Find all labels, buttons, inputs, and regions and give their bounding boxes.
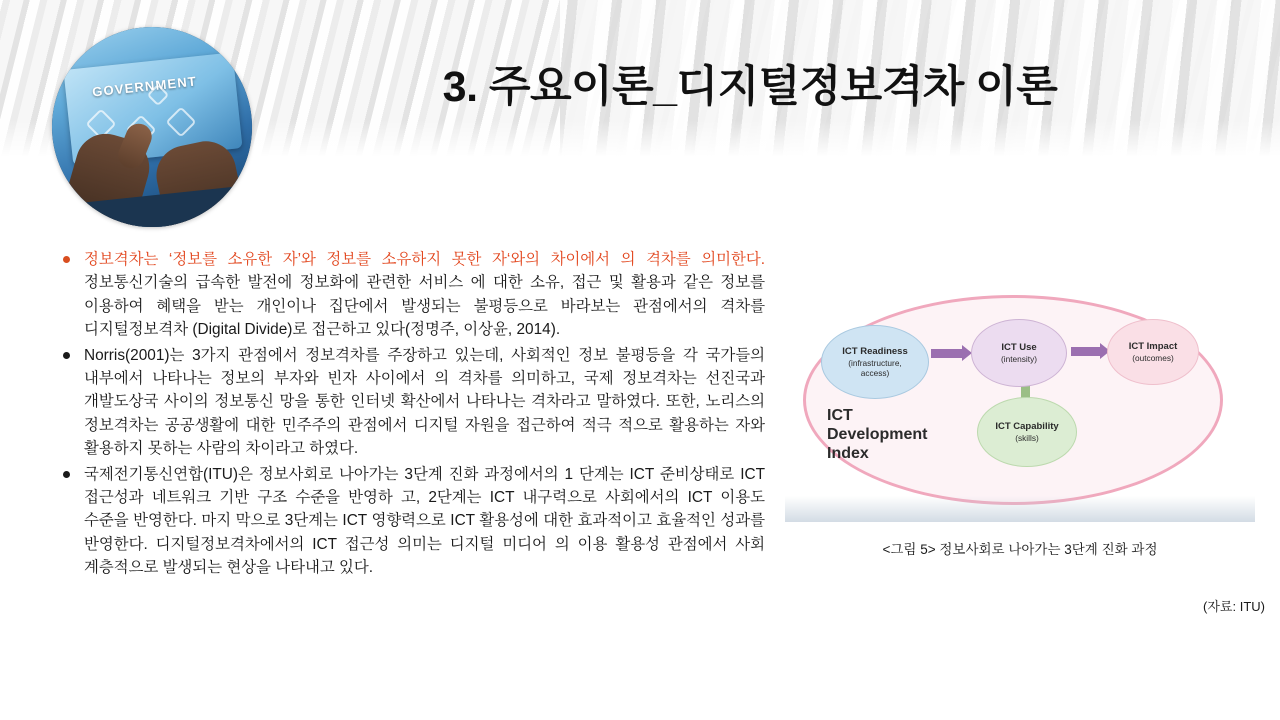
figure-bottom-shade [785, 496, 1255, 522]
list-item [55, 248, 765, 342]
bullet-highlight-text: 정보격차는 ‘정보를 소유한 자’와 정보를 소유하지 못한 자‘와의 차이에서 의 격차를 의미한다. [84, 251, 765, 268]
index-line-1: ICT [827, 407, 853, 424]
figure-source: (자료: ITU) [1203, 599, 1265, 614]
ict-development-index-diagram [785, 287, 1255, 522]
node-subtitle-2: access) [860, 367, 890, 378]
node-title: ICT Readiness [842, 345, 908, 357]
list-item [55, 463, 765, 580]
node-ict-use [971, 319, 1067, 387]
header-photo-circle [52, 27, 252, 227]
index-line-2: Development [827, 425, 928, 443]
node-title: ICT Use [1001, 341, 1037, 353]
figure-caption: <그림 5> 정보사회로 나아가는 3단계 진화 과정 [882, 542, 1158, 557]
node-subtitle: (skills) [1015, 432, 1039, 443]
government-label: GOVERNMENT [91, 73, 198, 100]
arrow-readiness-to-use [931, 349, 963, 358]
figure-index-label [827, 407, 927, 464]
bullet-body-text: Norris(2001)는 3가지 관점에서 정보격차를 주장하고 있는데, 사회적인 정보 불평등을 각 국가들의 내부에서 나타나는 정보의 부자와 빈자 사이에서 의 격차를 의미하고, 국제 정보격차는 선진국과 개발도상국 사이의 정보통신 망을 통한 인터넷 확산에서 나타나는 격차라고 말하였다. 또한, 노리스의 정보격차는 공공생활에 대한 민주주의 관점에서 디지털 자원을 접근하여 적극 적으로 활용하는 자와 활용하지 못하는 사람의 차이라고 하였다. [84, 346, 765, 458]
arrow-use-to-impact [1071, 347, 1101, 356]
node-ict-impact [1107, 319, 1199, 385]
bullet-body-text: 정보통신기술의 급속한 발전에 정보화에 관련한 서비스 에 대한 소유, 접근 및 활용과 같은 정보를 이용하여 혜택을 받는 개인이나 집단에서 발생되는 불평등으로 바라보는 관점에서의 격차를 디지털정보격차 (Digital Divide)로 접근하고 있다(정명주, 이상윤, 2014). [84, 274, 765, 339]
node-subtitle: (infrastructure, [848, 357, 902, 368]
node-title: ICT Impact [1128, 340, 1178, 352]
node-subtitle: (intensity) [1001, 353, 1037, 364]
bullet-body-text: 국제전기통신연합(ITU)은 정보사회로 나아가는 3단계 진화 과정에서의 1 단계는 ICT 준비상태로 ICT 접근성과 네트워크 기반 구조 수준을 반영하 고, 2단계는 ICT 내구력으로 사회에서의 ICT 이용도 수준을 반영한다. 마지 막으로 3단계는 ICT 영향력으로 ICT 활용성에 대한 효과적이고 효율적인 성과를 반영한다. 디지털정보격차에서의 ICT 접근성 의미는 디지털 미디어 의 이용 활용성 관점에서 사회 계층적으로 발생되는 현상을 나타내고 있다. [84, 465, 765, 577]
node-title: ICT Capability [995, 420, 1059, 432]
list-item [55, 344, 765, 461]
bullet-list [55, 248, 765, 580]
index-line-3: Index [827, 444, 869, 462]
node-subtitle: (outcomes) [1132, 352, 1174, 363]
node-ict-capability [977, 397, 1077, 467]
figure-image [785, 287, 1255, 522]
page-title: 3. 주요이론_디지털정보격차 이론 [442, 63, 1058, 111]
node-ict-readiness [821, 325, 929, 399]
body-text-column [55, 248, 765, 582]
